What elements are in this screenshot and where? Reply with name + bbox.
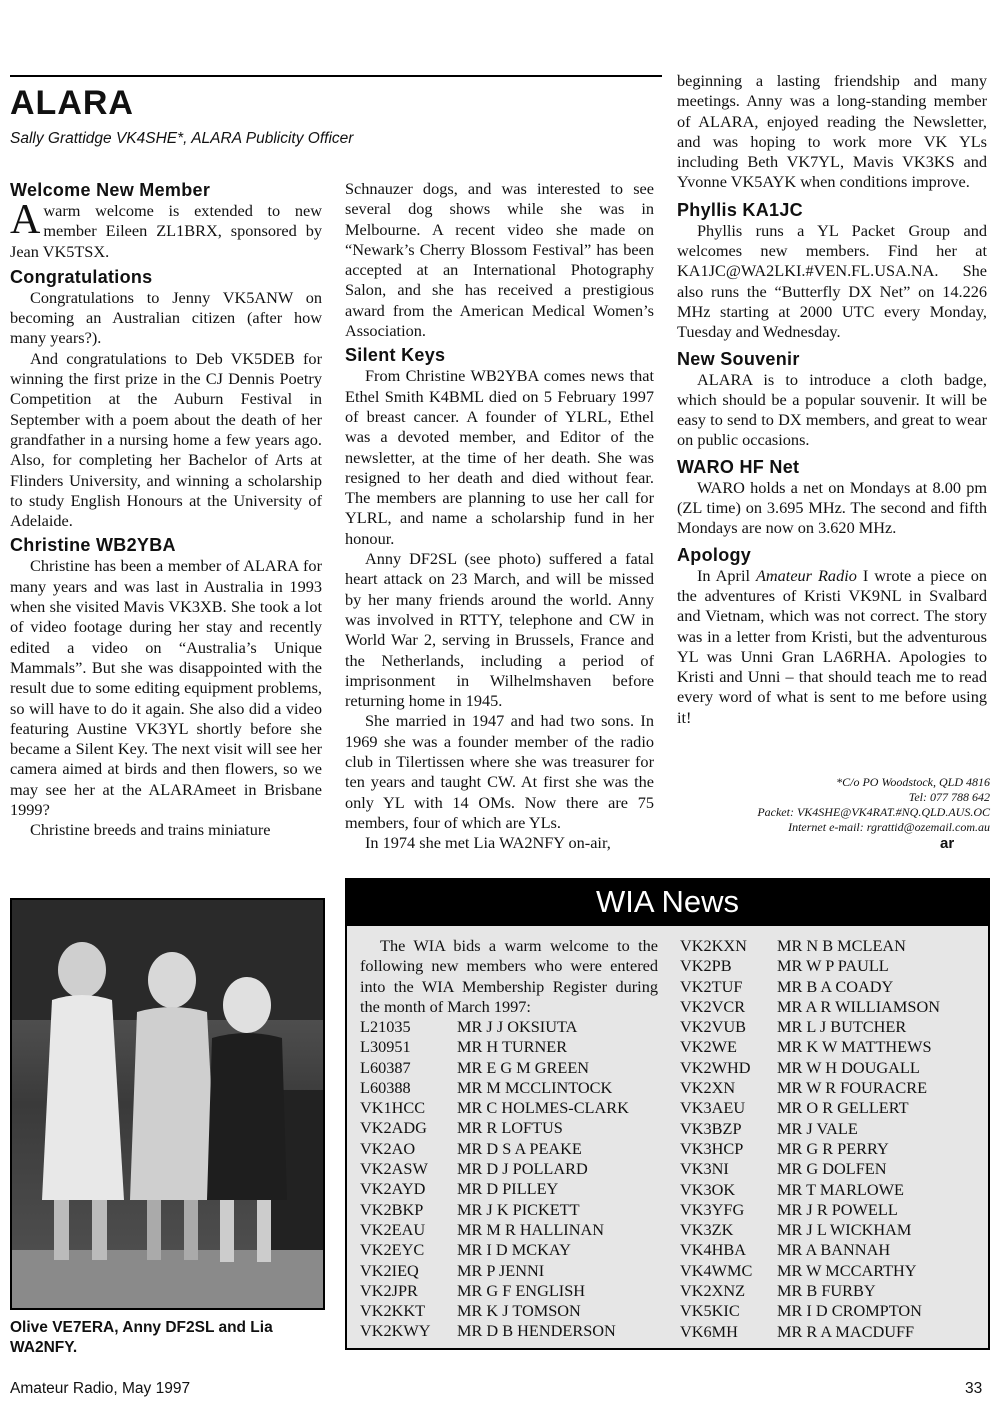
member-name: MR G R PERRY xyxy=(777,1138,889,1158)
member-callsign: VK2EAU xyxy=(360,1219,426,1239)
member-name: MR A R WILLIAMSON xyxy=(777,996,940,1016)
sig-email: Internet e-mail: rgrattid@ozemail.com.au xyxy=(788,820,990,834)
member-name: MR J R POWELL xyxy=(777,1199,898,1219)
member-callsign: VK3BZP xyxy=(680,1118,742,1138)
list-item xyxy=(360,1139,629,1159)
member-callsign: VK3HCP xyxy=(680,1138,744,1158)
list-item xyxy=(360,1098,629,1118)
member-name: MR D S A PEAKE xyxy=(457,1138,582,1158)
welcome-paragraph xyxy=(10,197,322,262)
list-item xyxy=(360,1118,629,1138)
apology-text-start: In April xyxy=(697,565,756,585)
sig-address: *C/o PO Woodstock, QLD 4816 xyxy=(836,775,990,789)
member-name: MR T MARLOWE xyxy=(777,1179,904,1199)
wia-intro-text: The WIA bids a warm welcome to the following new members who were entered into the WIA Membership Register during the month of March 1997: xyxy=(360,936,658,1016)
list-item xyxy=(360,1220,629,1240)
member-name: MR R A MACDUFF xyxy=(777,1321,915,1341)
member-callsign: VK2KWY xyxy=(360,1321,431,1341)
member-name: MR L J BUTCHER xyxy=(777,1017,907,1037)
list-item xyxy=(360,1281,629,1301)
member-callsign: L21035 xyxy=(360,1017,411,1036)
member-callsign: VK4HBA xyxy=(680,1240,747,1260)
member-callsign: VK6MH xyxy=(680,1321,738,1341)
list-item xyxy=(360,1017,629,1037)
list-item xyxy=(680,1180,940,1200)
photo-caption: Olive VE7ERA, Anny DF2SL and Lia WA2NFY. xyxy=(10,1319,273,1356)
member-callsign: L60388 xyxy=(360,1077,411,1097)
silent-paragraph-4: In 1974 she met Lia WA2NFY on-air, xyxy=(365,833,611,853)
member-name: MR R LOFTUS xyxy=(457,1118,563,1138)
heading-phyllis: Phyllis KA1JC xyxy=(677,199,803,220)
member-callsign: VK2ASW xyxy=(360,1159,428,1179)
apology-text-end: I wrote a piece on the adventures of Kristi VK9NL in Svalbard and Vietnam, which was not correct. The story was in a letter from Kristi, but the adventurous YL was Unni Gran LA6RHA. Apologies to Kristi and Unni – that should teach me to read every word of what is sent to me before using it! xyxy=(677,565,988,727)
member-callsign: VK4WMC xyxy=(680,1260,753,1280)
column-3 xyxy=(677,71,987,728)
member-name: MR W R FOURACRE xyxy=(777,1078,928,1098)
member-list-left xyxy=(360,1017,629,1342)
member-name: MR A BANNAH xyxy=(777,1240,891,1260)
member-callsign: L30951 xyxy=(360,1037,411,1057)
list-item xyxy=(360,1058,629,1078)
member-callsign: VK2VCR xyxy=(680,996,746,1016)
column-2 xyxy=(345,179,654,854)
list-item xyxy=(680,997,940,1017)
list-item xyxy=(360,1321,629,1341)
member-callsign: VK3ZK xyxy=(680,1220,734,1240)
member-name: MR J L WICKHAM xyxy=(777,1220,912,1240)
waro-paragraph: WARO holds a net on Mondays at 8.00 pm (ZL time) on 3.695 MHz. The second and fifth Mondays are now on 3.620 MHz. xyxy=(677,477,987,538)
list-item xyxy=(360,1078,629,1098)
list-item xyxy=(680,1139,940,1159)
member-callsign: VK3YFG xyxy=(680,1199,745,1219)
member-callsign: VK2WE xyxy=(680,1037,737,1057)
heading-welcome: Welcome New Member xyxy=(10,180,211,200)
group-photo xyxy=(10,898,325,1310)
heading-new-souvenir: New Souvenir xyxy=(677,348,800,369)
member-name: MR B A COADY xyxy=(777,976,894,996)
apology-paragraph xyxy=(677,566,987,728)
member-callsign: VK2ADG xyxy=(360,1118,427,1138)
welcome-text: warm welcome is extended to new member Eileen ZL1BRX, sponsored by Jean VK5TSX. xyxy=(10,201,322,261)
list-item xyxy=(680,1322,940,1342)
member-callsign: VK2AO xyxy=(360,1138,416,1158)
list-item xyxy=(680,1281,940,1301)
list-item xyxy=(360,1200,629,1220)
member-callsign: VK2JPR xyxy=(360,1280,418,1300)
photo-illustration xyxy=(12,900,323,1308)
member-name: MR K J TOMSON xyxy=(457,1301,581,1321)
list-item xyxy=(680,1159,940,1179)
member-callsign: VK2XNZ xyxy=(680,1281,746,1301)
member-callsign: VK5KIC xyxy=(680,1301,740,1321)
member-callsign: VK2BKP xyxy=(360,1199,424,1219)
byline: Sally Grattidge VK4SHE*, ALARA Publicity Officer xyxy=(10,130,354,147)
member-name: MR D PILLEY xyxy=(457,1179,559,1199)
member-name: MR K W MATTHEWS xyxy=(777,1037,932,1057)
column-1 xyxy=(10,179,322,841)
list-item xyxy=(360,1159,629,1179)
member-callsign: VK2EYC xyxy=(360,1240,425,1260)
member-callsign: VK2IEQ xyxy=(360,1260,419,1280)
silent-paragraph-1: From Christine WB2YBA comes news that Ethel Smith K4BML died on 5 February 1997 of breast cancer. A founder of YLRL, Ethel was a devoted member, and Editor of the newsletter, at the time of her death. She was resigned to her death and died without fear. The members are planning to use her call for YLRL, and name a scholarship fund in her honour. xyxy=(345,366,654,548)
wia-intro xyxy=(360,936,658,1017)
member-name: MR I D CROMPTON xyxy=(777,1301,922,1321)
member-name: MR H TURNER xyxy=(457,1037,568,1057)
list-item xyxy=(360,1301,629,1321)
list-item xyxy=(680,1261,940,1281)
member-name: MR E G M GREEN xyxy=(457,1057,590,1077)
member-callsign: VK3OK xyxy=(680,1179,736,1199)
member-callsign: VK2KKT xyxy=(360,1301,426,1321)
sig-packet: Packet: VK4SHE@VK4RAT.#NQ.QLD.AUS.OC xyxy=(757,805,990,819)
christine-paragraph-2: Christine breeds and trains miniature xyxy=(30,820,271,840)
member-name: MR J VALE xyxy=(777,1118,858,1138)
silent-paragraph-3: She married in 1947 and had two sons. In 1969 she was a founder member of the radio club in Tilertissen where she was treasurer for ten years and taught CW. At first she was the only YL with 14 OMs. Now there are 75 members, four of which are YLs. xyxy=(345,711,654,832)
list-item xyxy=(360,1179,629,1199)
member-name: MR B FURBY xyxy=(777,1281,876,1301)
column-2-continued-paragraph: Schnauzer dogs, and was interested to see several dog shows while she was in Melbourne. A recent video she made on “Newark’s Cherry Blossom Festival” has been accepted at an International Photography Salon, and she has received a prestigious award from the American Medical Women’s Association. xyxy=(345,179,654,341)
sig-phone: Tel: 077 788 642 xyxy=(908,790,990,804)
member-callsign: VK2AYD xyxy=(360,1179,426,1199)
list-item xyxy=(680,956,940,976)
list-item xyxy=(680,1078,940,1098)
congrats-paragraph-1: Congratulations to Jenny VK5ANW on becoming an Australian citizen (after how many years?). xyxy=(10,287,322,348)
heading-waro: WARO HF Net xyxy=(677,456,800,477)
wia-news-box xyxy=(345,878,990,1350)
wia-news-title: WIA News xyxy=(347,880,988,926)
drop-cap: A xyxy=(10,197,41,243)
member-name: MR N B MCLEAN xyxy=(777,936,906,955)
member-callsign: VK2VUB xyxy=(680,1017,747,1037)
member-callsign: L60387 xyxy=(360,1057,411,1077)
list-item xyxy=(680,1037,940,1057)
phyllis-paragraph: Phyllis runs a YL Packet Group and welcomes new members. Find her at KA1JC@WA2LKI.#VEN.FL.USA.NA. She also runs the “Butterfly DX Net” on 14.226 MHz starting at 2000 UTC every Monday, Tuesday and Wednesday. xyxy=(677,220,987,342)
member-name: MR D B HENDERSON xyxy=(457,1321,616,1341)
member-name: MR W MCCARTHY xyxy=(777,1260,917,1280)
list-item xyxy=(680,1220,940,1240)
list-item xyxy=(680,1058,940,1078)
member-callsign: VK2WHD xyxy=(680,1057,751,1077)
christine-paragraph-1: Christine has been a member of ALARA for many years and was last in Australia in 1993 when she visited Mavis VK3XB. She took a lot of video footage during her stay and recently edited a video on “Australia’s Unique Mammals”. But she was disappointed with the result due to some editing equipment problems, so will have to do it again. She also did a video featuring Austine VK3YL shortly before she became a Silent Key. The next visit will see her camera aimed at birds and then flowers, so we may see her at the ALARAmeet in Brisbane 1999? xyxy=(10,556,322,820)
member-name: MR W H DOUGALL xyxy=(777,1057,920,1077)
member-name: MR W P PAULL xyxy=(777,956,889,976)
heading-apology: Apology xyxy=(677,544,752,565)
member-name: MR M MCCLINTOCK xyxy=(457,1077,613,1097)
list-item xyxy=(680,1017,940,1037)
member-name: MR G DOLFEN xyxy=(777,1159,887,1179)
end-mark: ar xyxy=(940,835,955,852)
member-name: MR P JENNI xyxy=(457,1260,545,1280)
apology-publication-name: Amateur Radio xyxy=(755,565,857,585)
member-name: MR J K PICKETT xyxy=(457,1199,580,1219)
author-signature-block xyxy=(677,775,990,835)
page-title: ALARA xyxy=(10,84,134,122)
heading-christine: Christine WB2YBA xyxy=(10,535,176,556)
list-item xyxy=(680,1301,940,1321)
member-name: MR I D MCKAY xyxy=(457,1240,571,1260)
member-callsign: VK2PB xyxy=(680,956,732,976)
congrats-paragraph-2: And congratulations to Deb VK5DEB for winning the first prize in the CJ Dennis Poetry Competition at the Auburn Festival in September with a poem about the death of her grandfather in a nursing home a few years ago. Also, for completing her Bachelor of Arts at Flinders University, and winning a scholarship to study English Honours at the University of Adelaide. xyxy=(10,348,322,531)
member-callsign: VK2TUF xyxy=(680,976,743,996)
member-name: MR J J OKSIUTA xyxy=(457,1017,578,1036)
list-item xyxy=(360,1037,629,1057)
column-3-continued-paragraph: beginning a lasting friendship and many meetings. Anny was a long-standing member of ALARA, enjoyed reading the Newsletter, and was hoping to work more VK YLs including Beth VK7YL, Mavis VK3KS and Yvonne VK5AYK when conditions improve. xyxy=(677,71,987,192)
top-rule xyxy=(10,75,662,77)
heading-congratulations: Congratulations xyxy=(10,266,153,287)
list-item xyxy=(360,1261,629,1281)
list-item xyxy=(680,1119,940,1139)
footer-publication: Amateur Radio, May 1997 xyxy=(10,1380,191,1397)
list-item xyxy=(680,936,940,956)
list-item xyxy=(360,1240,629,1260)
heading-silent-keys: Silent Keys xyxy=(345,345,446,366)
member-name: MR M R HALLINAN xyxy=(457,1219,604,1239)
member-callsign: VK2KXN xyxy=(680,936,747,955)
member-name: MR C HOLMES-CLARK xyxy=(457,1098,629,1118)
list-item xyxy=(680,1098,940,1118)
member-callsign: VK2XN xyxy=(680,1078,736,1098)
member-name: MR G F ENGLISH xyxy=(457,1280,586,1300)
member-name: MR O R GELLERT xyxy=(777,1098,909,1118)
member-list-right xyxy=(680,936,940,1342)
silent-paragraph-2: Anny DF2SL (see photo) suffered a fatal heart attack on 23 March, and will be missed by her many friends around the world. Anny was involved in RTTY, telephone and CW in World War 2, serving in Brussels, France and the Netherlands, including a period of imprisonment in Wilhelmshaven before returning home in 1945. xyxy=(345,549,654,711)
list-item xyxy=(680,1200,940,1220)
member-callsign: VK3NI xyxy=(680,1159,729,1179)
member-callsign: VK3AEU xyxy=(680,1098,746,1118)
page-number: 33 xyxy=(965,1380,983,1397)
member-callsign: VK1HCC xyxy=(360,1098,426,1118)
list-item xyxy=(680,977,940,997)
list-item xyxy=(680,1240,940,1260)
member-name: MR D J POLLARD xyxy=(457,1159,588,1179)
souvenir-paragraph: ALARA is to introduce a cloth badge, which should be a popular souvenir. It will be easy to send to DX members, and great to wear on public occasions. xyxy=(677,369,987,450)
